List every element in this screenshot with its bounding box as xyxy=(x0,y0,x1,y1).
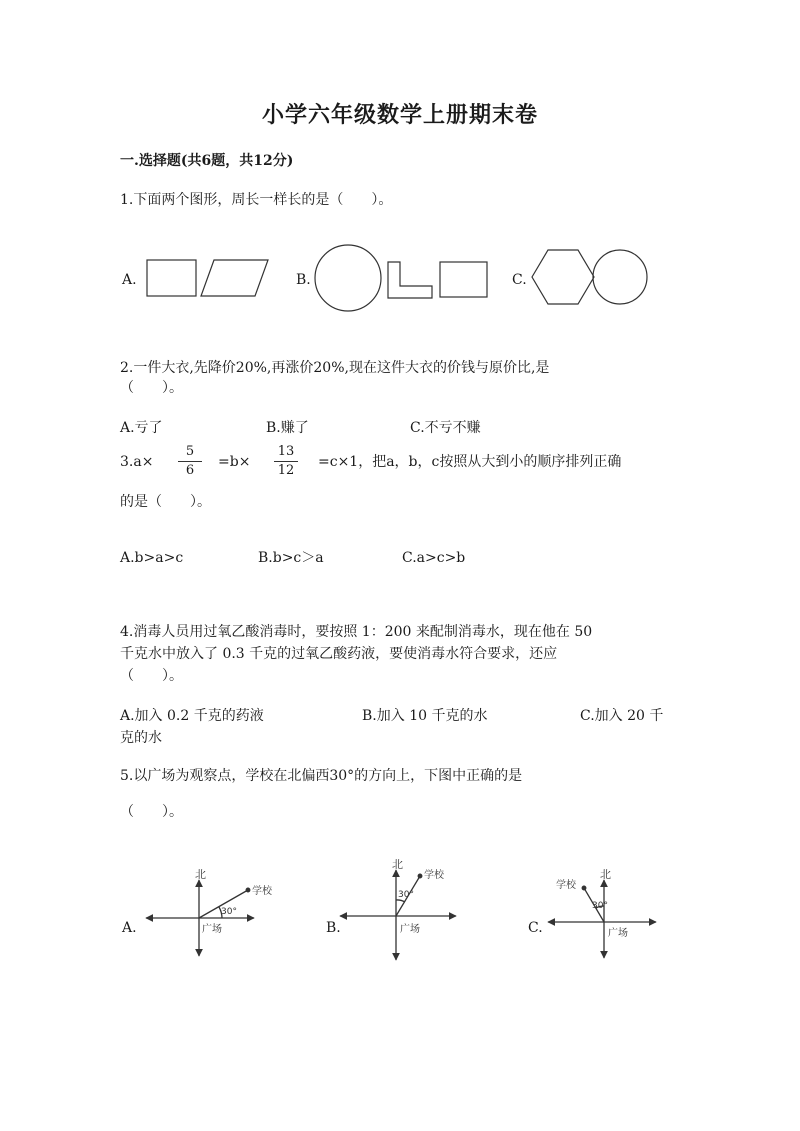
q3-prefix: 3.a× xyxy=(120,454,154,470)
fraction-denominator: 12 xyxy=(277,463,295,478)
q4-option-c-line1: C.加入 20 千 xyxy=(580,708,664,724)
q2-option-a: A.亏了 xyxy=(120,420,163,436)
q3-mid: =b× xyxy=(218,454,251,470)
q1-label-a: A. xyxy=(122,272,137,288)
page-title: 小学六年级数学上册期末卷 xyxy=(261,102,538,128)
q5-direction-diagrams xyxy=(0,840,800,980)
square-shape xyxy=(440,262,487,297)
diagram-b-plaza: 广场 xyxy=(400,924,420,935)
q4-option-c-line2: 克的水 xyxy=(120,730,162,746)
diagram-c-angle: 30° xyxy=(592,901,608,911)
circle-shape-small xyxy=(593,250,647,304)
q3-option-c: C.a>c>b xyxy=(402,550,466,566)
section-heading: 一.选择题(共6题，共12分) xyxy=(120,153,294,169)
diagram-b-angle: 30° xyxy=(398,890,414,900)
hexagon-shape xyxy=(532,250,594,304)
fraction-numerator: 13 xyxy=(277,444,295,459)
diagram-b-school: 学校 xyxy=(424,870,444,881)
fraction-13-12 xyxy=(274,444,298,479)
q3-stem-line2: 的是（ ）。 xyxy=(120,494,211,510)
q1-stem: 1.下面两个图形，周长一样长的是（ ）。 xyxy=(120,192,393,208)
q5-label-b: B. xyxy=(326,920,341,936)
q4-stem-line1: 4.消毒人员用过氧乙酸消毒时，要按照 1：200 来配制消毒水，现在他在 50 xyxy=(120,624,593,640)
q4-stem-line2: 千克水中放入了 0.3 千克的过氧乙酸药液，要使消毒水符合要求，还应 xyxy=(120,646,558,662)
q5-stem-line2: （ ）。 xyxy=(120,804,183,820)
diagram-c xyxy=(548,880,656,958)
diagram-b-north: 北 xyxy=(392,858,403,871)
diagram-c-school: 学校 xyxy=(556,880,576,891)
q3-suffix: =c×1，把a，b，c按照从大到小的顺序排列正确 xyxy=(318,454,622,470)
q4-stem-line3: （ ）。 xyxy=(120,668,183,684)
circle-shape xyxy=(315,245,381,311)
q3-option-a: A.b>a>c xyxy=(120,550,184,566)
diagram-a-north: 北 xyxy=(195,868,206,881)
q2-stem-line1: 2.一件大衣,先降价20%,再涨价20%,现在这件大衣的价钱与原价比,是 xyxy=(120,360,550,376)
q2-option-c: C.不亏不赚 xyxy=(410,420,481,436)
diagram-c-north: 北 xyxy=(600,868,611,881)
q5-stem-line1: 5.以广场为观察点，学校在北偏西30°的方向上，下图中正确的是 xyxy=(120,768,523,784)
q5-label-c: C. xyxy=(528,920,543,936)
q1-label-b: B. xyxy=(296,272,311,288)
parallelogram-shape xyxy=(201,260,268,296)
diagram-a-angle: 30° xyxy=(221,907,237,917)
diagram-c-plaza: 广场 xyxy=(608,928,628,939)
diagram-a-school: 学校 xyxy=(252,886,272,897)
diagram-b xyxy=(340,870,456,960)
q3-option-b: B.b>c＞a xyxy=(258,550,324,566)
q4-option-a: A.加入 0.2 千克的药液 xyxy=(120,708,264,724)
q1-label-c: C. xyxy=(512,272,527,288)
q1-figures xyxy=(0,0,800,330)
rectangle-shape xyxy=(147,260,196,296)
fraction-denominator: 6 xyxy=(185,463,195,478)
q2-option-b: B.赚了 xyxy=(266,420,309,436)
q5-label-a: A. xyxy=(122,920,137,936)
q2-stem-line2: （ ）。 xyxy=(120,380,183,396)
fraction-numerator: 5 xyxy=(185,444,195,459)
fraction-5-6 xyxy=(178,444,202,479)
diagram-a-plaza: 广场 xyxy=(202,924,222,935)
l-shape xyxy=(388,262,432,298)
diagram-a xyxy=(146,880,254,956)
q4-option-b: B.加入 10 千克的水 xyxy=(362,708,488,724)
